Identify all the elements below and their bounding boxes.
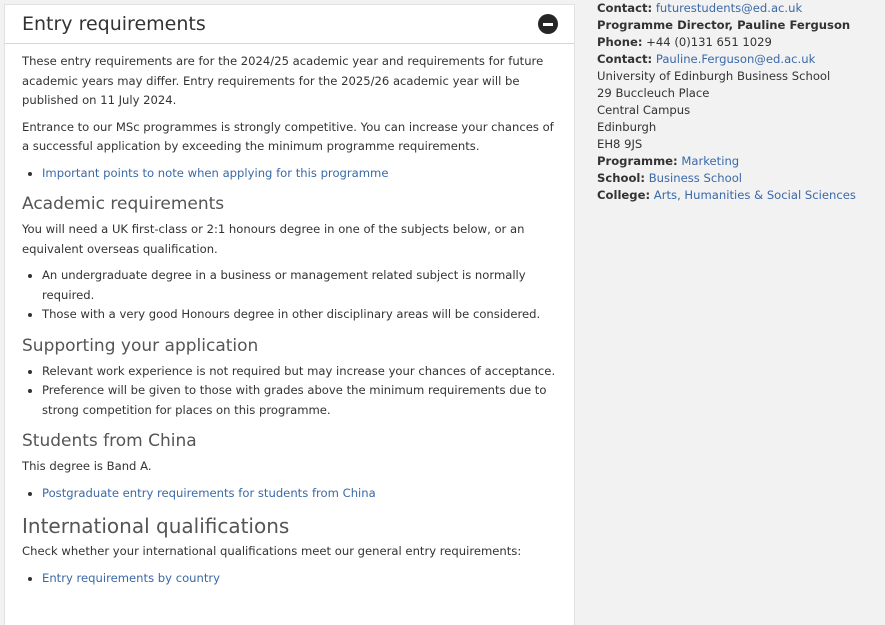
list-item: • An undergraduate degree in a business or management related subject is normally required. [42,266,557,305]
phone-label: Phone: [597,35,643,49]
address-line: 29 Buccleuch Place [597,86,710,100]
address-line: Central Campus [597,103,691,117]
contact-label: Contact: [597,1,653,15]
china-text: This degree is Band A. [22,459,152,473]
panel-title: Entry requirements [22,13,206,35]
international-heading: International qualifications [22,514,290,538]
programme-link[interactable]: Marketing [681,154,740,168]
intro-text-2: Entrance to our MSc programmes is strongly competitive. You can increase your chances of a successful application by exceeding the minimum programme requirements. [22,119,554,153]
academic-text: You will need a UK first-class or 2:1 honours degree in one of the subjects below, or an equivalent overseas qualification. [22,222,525,256]
programme-label: Programme: [597,154,678,168]
china-heading: Students from China [22,431,197,451]
college-link[interactable]: Arts, Humanities & Social Sciences [653,188,856,202]
china-requirements-link[interactable]: Postgraduate entry requirements for students from China [42,485,376,500]
contact-label: Contact: [597,52,653,66]
school-label: School: [597,171,646,185]
director-email-link[interactable]: Pauline.Ferguson@ed.ac.uk [655,52,816,66]
collapse-icon[interactable] [538,14,558,34]
address-line: University of Edinburgh Business School [597,69,831,83]
entry-requirements-panel [4,4,575,625]
phone-number: +44 (0)131 651 1029 [646,35,772,49]
list-item: • Those with a very good Honours degree in other disciplinary areas will be considered. [42,305,557,325]
supporting-heading: Supporting your application [22,335,259,356]
programme-director: Programme Director, Pauline Ferguson [597,18,851,32]
list-item: • Preference will be given to those with grades above the minimum requirements due to strong competition for places on this programme. [42,381,557,420]
school-link[interactable]: Business School [648,171,743,185]
contact-sidebar [597,0,856,204]
address-line: EH8 9JS [597,137,643,151]
address-line: Edinburgh [597,120,657,134]
intro-text: These entry requirements are for the 2024/25 academic year and requirements for future academic years may differ. Entry requirements for the 2025/26 academic year will be published on 11 July 2024. [22,54,544,107]
international-text: Check whether your international qualifications meet our general entry requirements: [22,544,522,558]
requirements-by-country-link[interactable]: Entry requirements by country [42,570,221,585]
college-label: College: [597,188,651,202]
important-points-link[interactable]: Important points to note when applying for this programme [42,165,389,180]
panel-header[interactable] [5,5,574,44]
list-item: • Relevant work experience is not required but may increase your chances of acceptance. [42,362,557,382]
academic-heading: Academic requirements [22,194,225,214]
contact-email-link[interactable]: futurestudents@ed.ac.uk [655,1,803,15]
